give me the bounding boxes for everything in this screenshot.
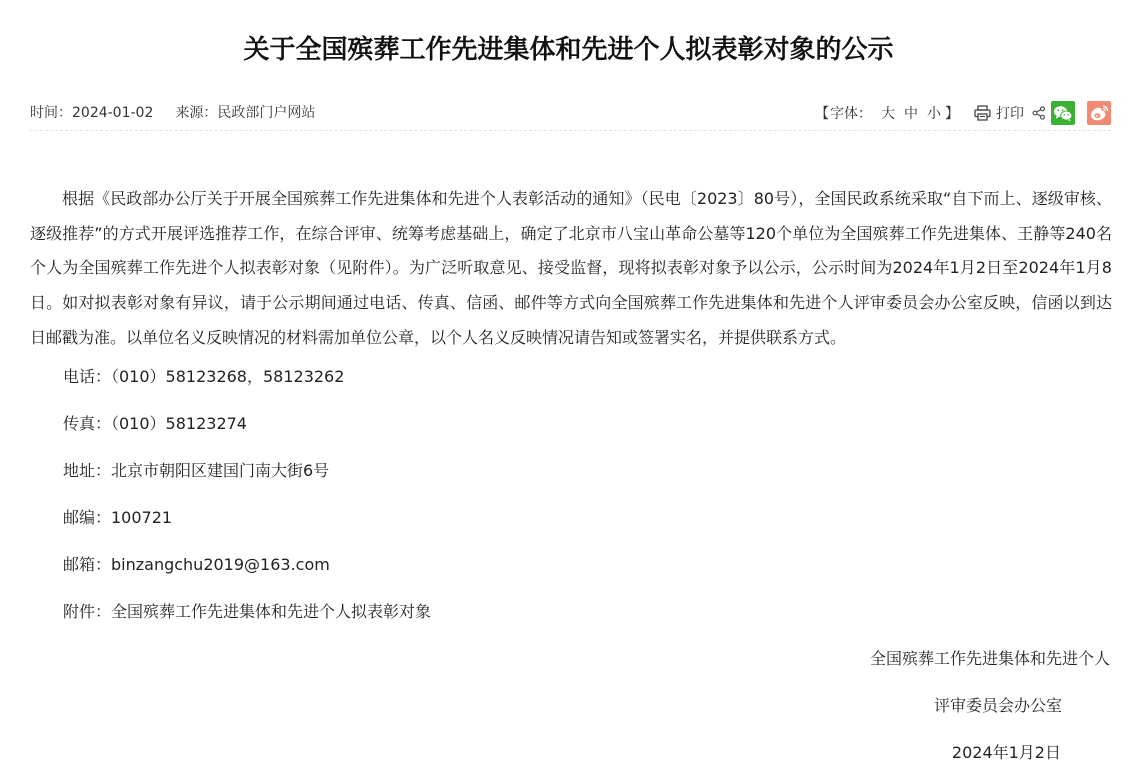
article-body [30, 182, 1112, 356]
font-bracket-open: 【 [815, 106, 829, 122]
contact-address: 地址：北京市朝阳区建国门南大街6号 [63, 461, 330, 480]
font-size-small-button[interactable]: 小 [927, 106, 941, 122]
contact-fax: 传真：（010）58123274 [63, 414, 247, 433]
font-size-label: 字体： [830, 106, 872, 122]
share-icon[interactable] [1032, 106, 1046, 120]
print-button[interactable] [974, 103, 1024, 123]
contact-postcode: 邮编：100721 [63, 508, 173, 527]
source-label: 来源： [175, 105, 218, 121]
page-title: 关于全国殡葬工作先进集体和先进个人拟表彰对象的公示 [243, 35, 894, 65]
signature-org-line2: 评审委员会办公室 [933, 696, 1062, 715]
attachment-line: 附件：全国殡葬工作先进集体和先进个人拟表彰对象 [63, 602, 432, 621]
font-bracket-close: 】 [945, 106, 959, 122]
signature-org-line1: 全国殡葬工作先进集体和先进个人 [869, 649, 1110, 668]
publish-time-label: 时间： [30, 105, 72, 121]
body-paragraph: 根据《民政部办公厅关于开展全国殡葬工作先进集体和先进个人表彰活动的通知》（民电〔2023〕80号），全国民政系统采取“自下而上、逐级审核、逐级推荐”的方式开展评选推荐工作，在综合评审、统筹考虑基础上，确定了北京市八宝山革命公墓等120个单位为全国殡葬工作先进集体、王静等240名个人为全国殡葬工作先进个人拟表彰对象（见附件）。为广泛听取意见、接受监督，现将拟表彰对象予以公示，公示时间为2024年1月2日至2024年1月8日。如对拟表彰对象有异议，请于公示期间通过电话、传真、信函、邮件等方式向全国殡葬工作先进集体和先进个人评审委员会办公室反映，信函以到达日邮戳为准。以单位名义反映情况的材料需加单位公章，以个人名义反映情况请告知或签署实名，并提供联系方式。 [30, 189, 1112, 347]
contact-email: 邮箱：binzangchu2019@163.com [63, 555, 330, 574]
weibo-icon[interactable] [1087, 101, 1111, 125]
publish-time-value: 2024-01-02 [72, 105, 154, 121]
print-label: 打印 [996, 106, 1024, 122]
source-value: 民政部门户网站 [217, 105, 316, 121]
contact-phone: 电话：（010）58123268，58123262 [63, 367, 345, 386]
article-meta [30, 102, 315, 122]
font-size-medium-button[interactable]: 中 [904, 106, 918, 122]
article-meta-bar [30, 96, 1111, 131]
wechat-icon[interactable] [1051, 101, 1075, 125]
signature-date: 2024年1月2日 [951, 743, 1061, 762]
printer-icon [974, 105, 991, 121]
font-size-large-button[interactable]: 大 [881, 106, 895, 122]
article-toolbar [814, 100, 1111, 126]
